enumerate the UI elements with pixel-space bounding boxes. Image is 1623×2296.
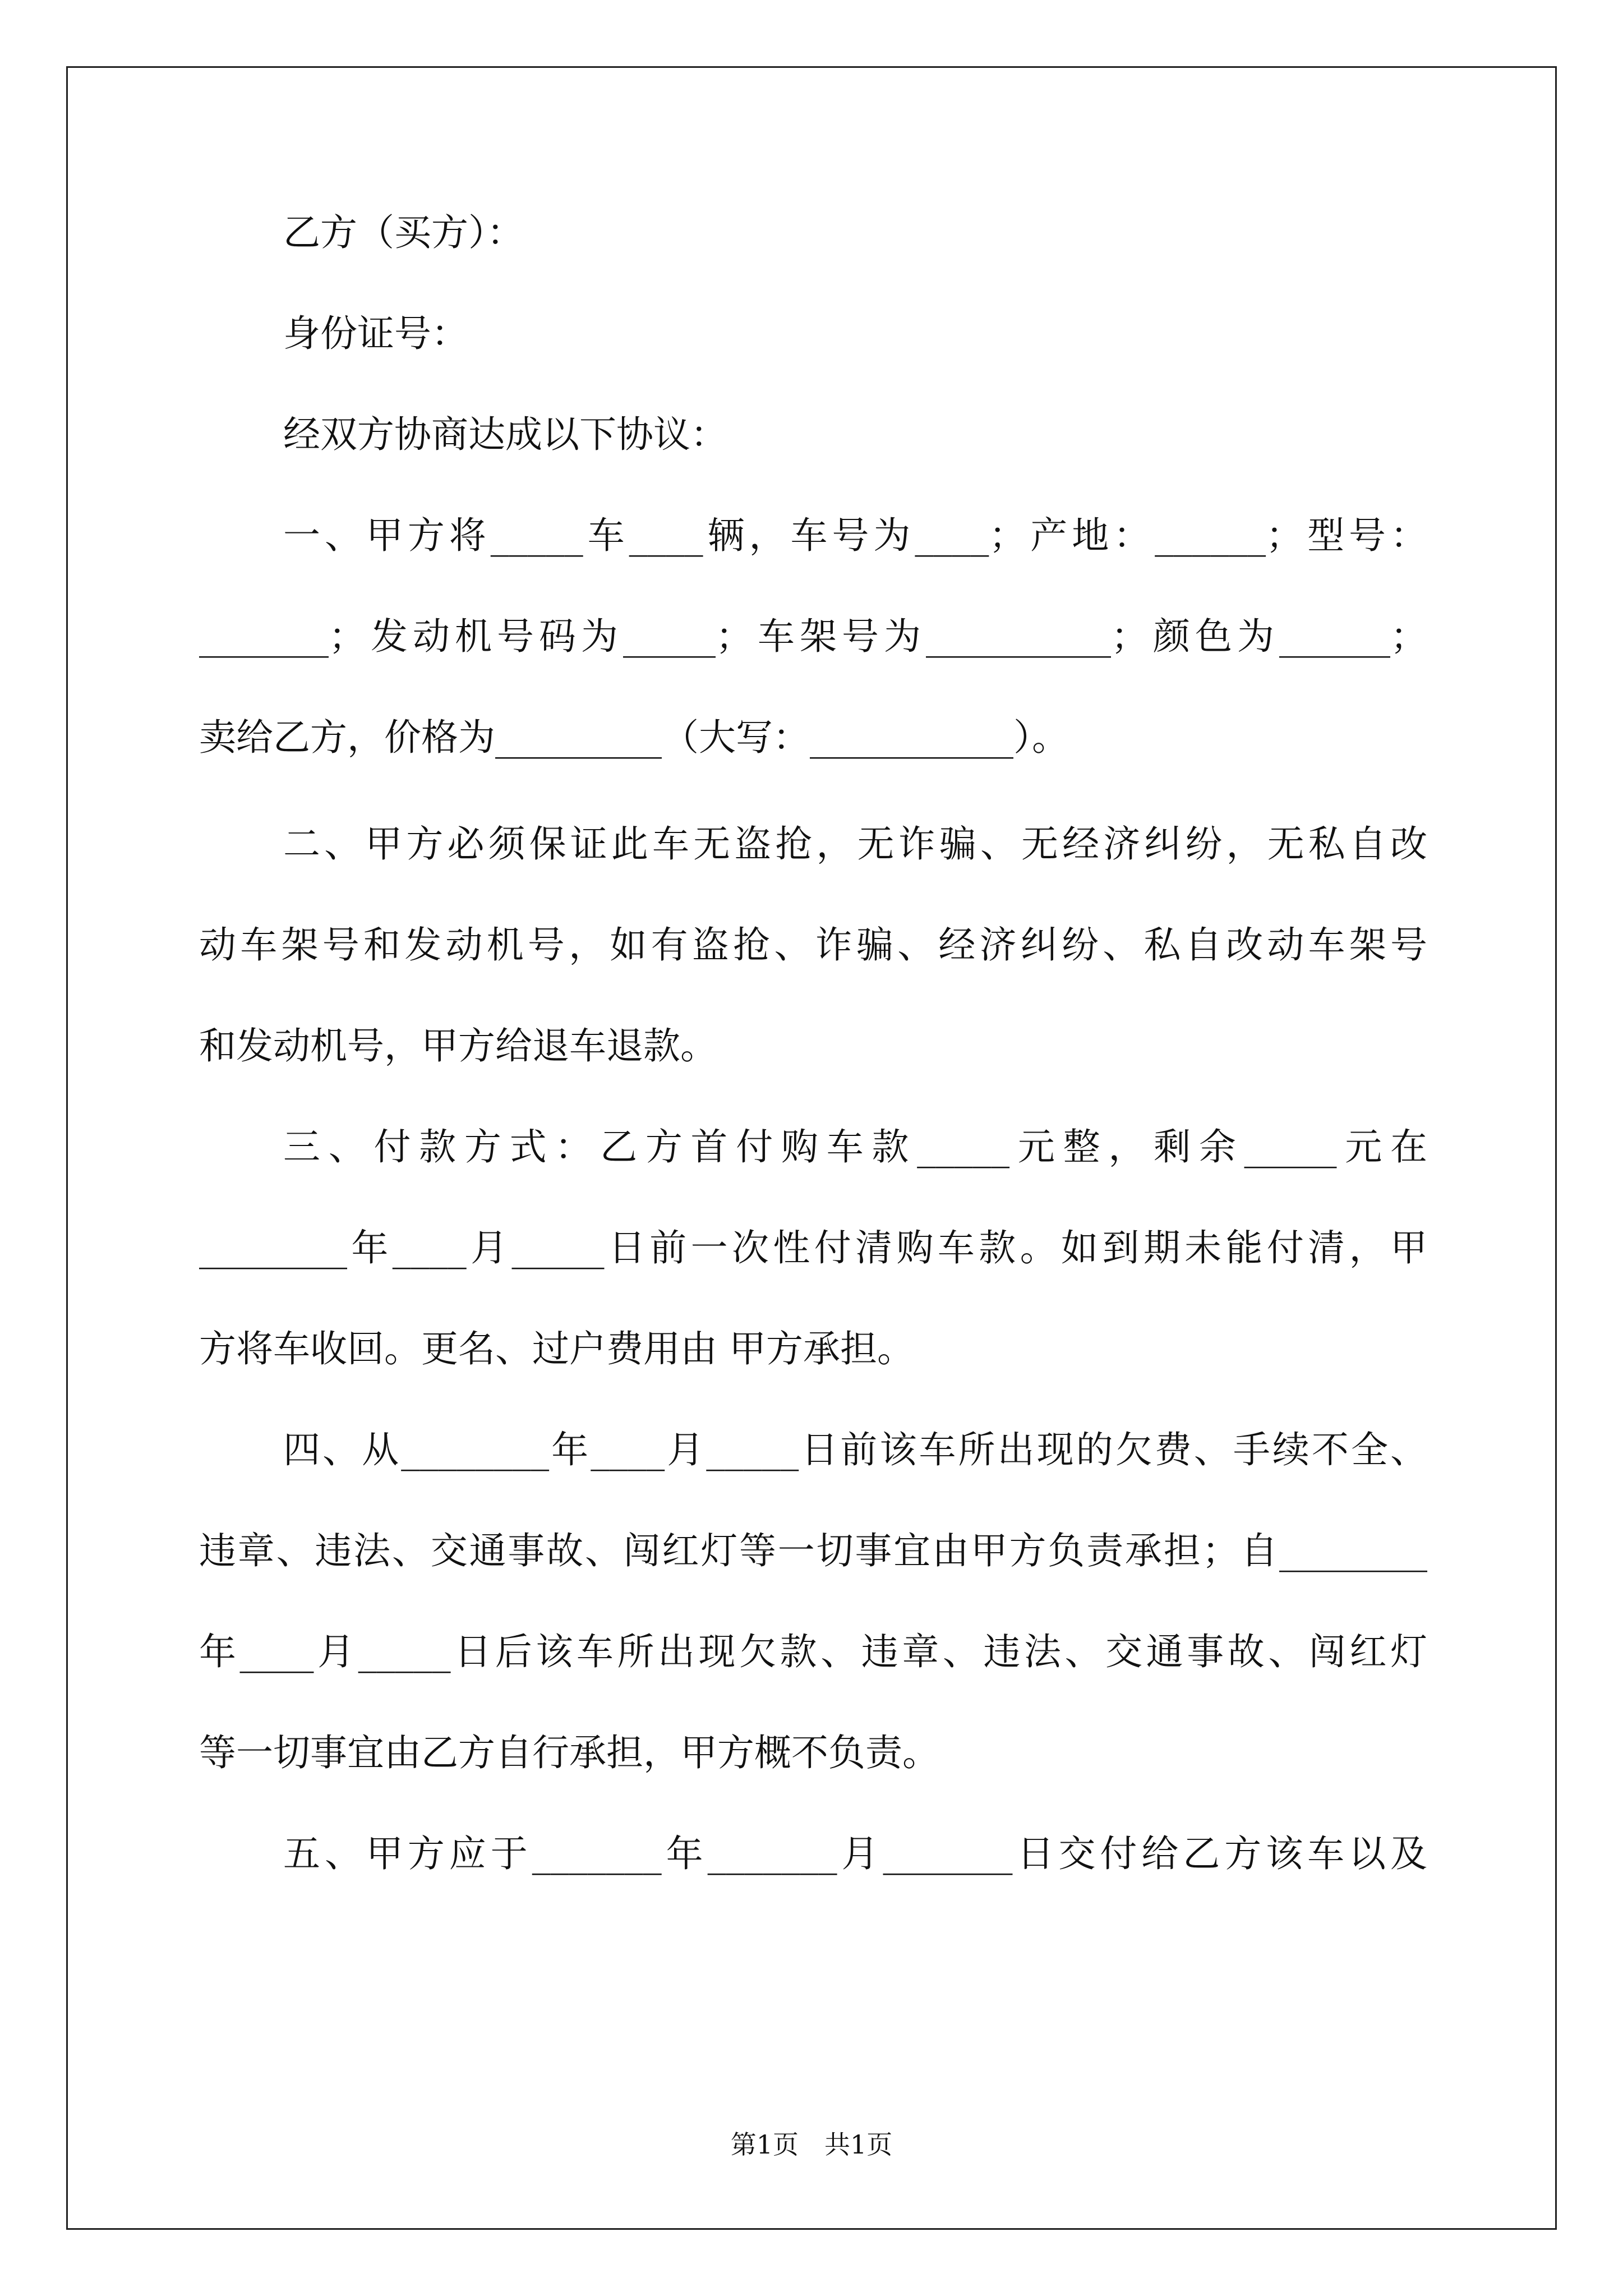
clause-4-line-2: 违章、违法、交通事故、闯红灯等一切事宜由甲方负责承担；自________ (199, 1529, 1427, 1572)
clause-4-line-1: 四、从________年____月_____日前该车所出现的欠费、手续不全、 (283, 1428, 1427, 1471)
agreement-intro-line: 经双方协商达成以下协议： (283, 413, 727, 456)
clause-1-line-3: 卖给乙方，价格为_________（大写：___________）。 (199, 716, 1069, 759)
clause-2-line-2: 动车架号和发动机号，如有盗抢、诈骗、经济纠纷、私自改动车架号 (199, 923, 1427, 967)
page-footer: 第1页 共1页 (730, 2129, 893, 2160)
id-number-line: 身份证号： (283, 312, 468, 355)
clause-4-line-3: 年____月_____日后该车所出现欠款、违章、违法、交通事故、闯红灯 (199, 1630, 1427, 1673)
clause-3-line-1: 三、付款方式：乙方首付购车款_____元整，剩余_____元在 (283, 1125, 1427, 1168)
clause-5-line-1: 五、甲方应于_______年_______月_______日交付给乙方该车以及 (283, 1832, 1427, 1875)
party-b-line: 乙方（买方）： (283, 211, 524, 254)
clause-1-line-1: 一、甲方将_____车____辆，车号为____；产地：______；型号： (283, 514, 1427, 557)
clause-2-line-1: 二、甲方必须保证此车无盗抢，无诈骗、无经济纠纷，无私自改 (283, 822, 1427, 866)
clause-3-line-2: ________年____月_____日前一次性付清购车款。如到期未能付清，甲 (199, 1226, 1427, 1269)
clause-3-line-3: 方将车收回。更名、过户费用由 甲方承担。 (199, 1327, 914, 1370)
clause-1-line-2: _______；发动机号码为_____；车架号为__________；颜色为______； (199, 615, 1427, 658)
clause-2-line-3: 和发动机号，甲方给退车退款。 (199, 1024, 717, 1068)
clause-4-line-4: 等一切事宜由乙方自行承担，甲方概不负责。 (199, 1731, 939, 1774)
